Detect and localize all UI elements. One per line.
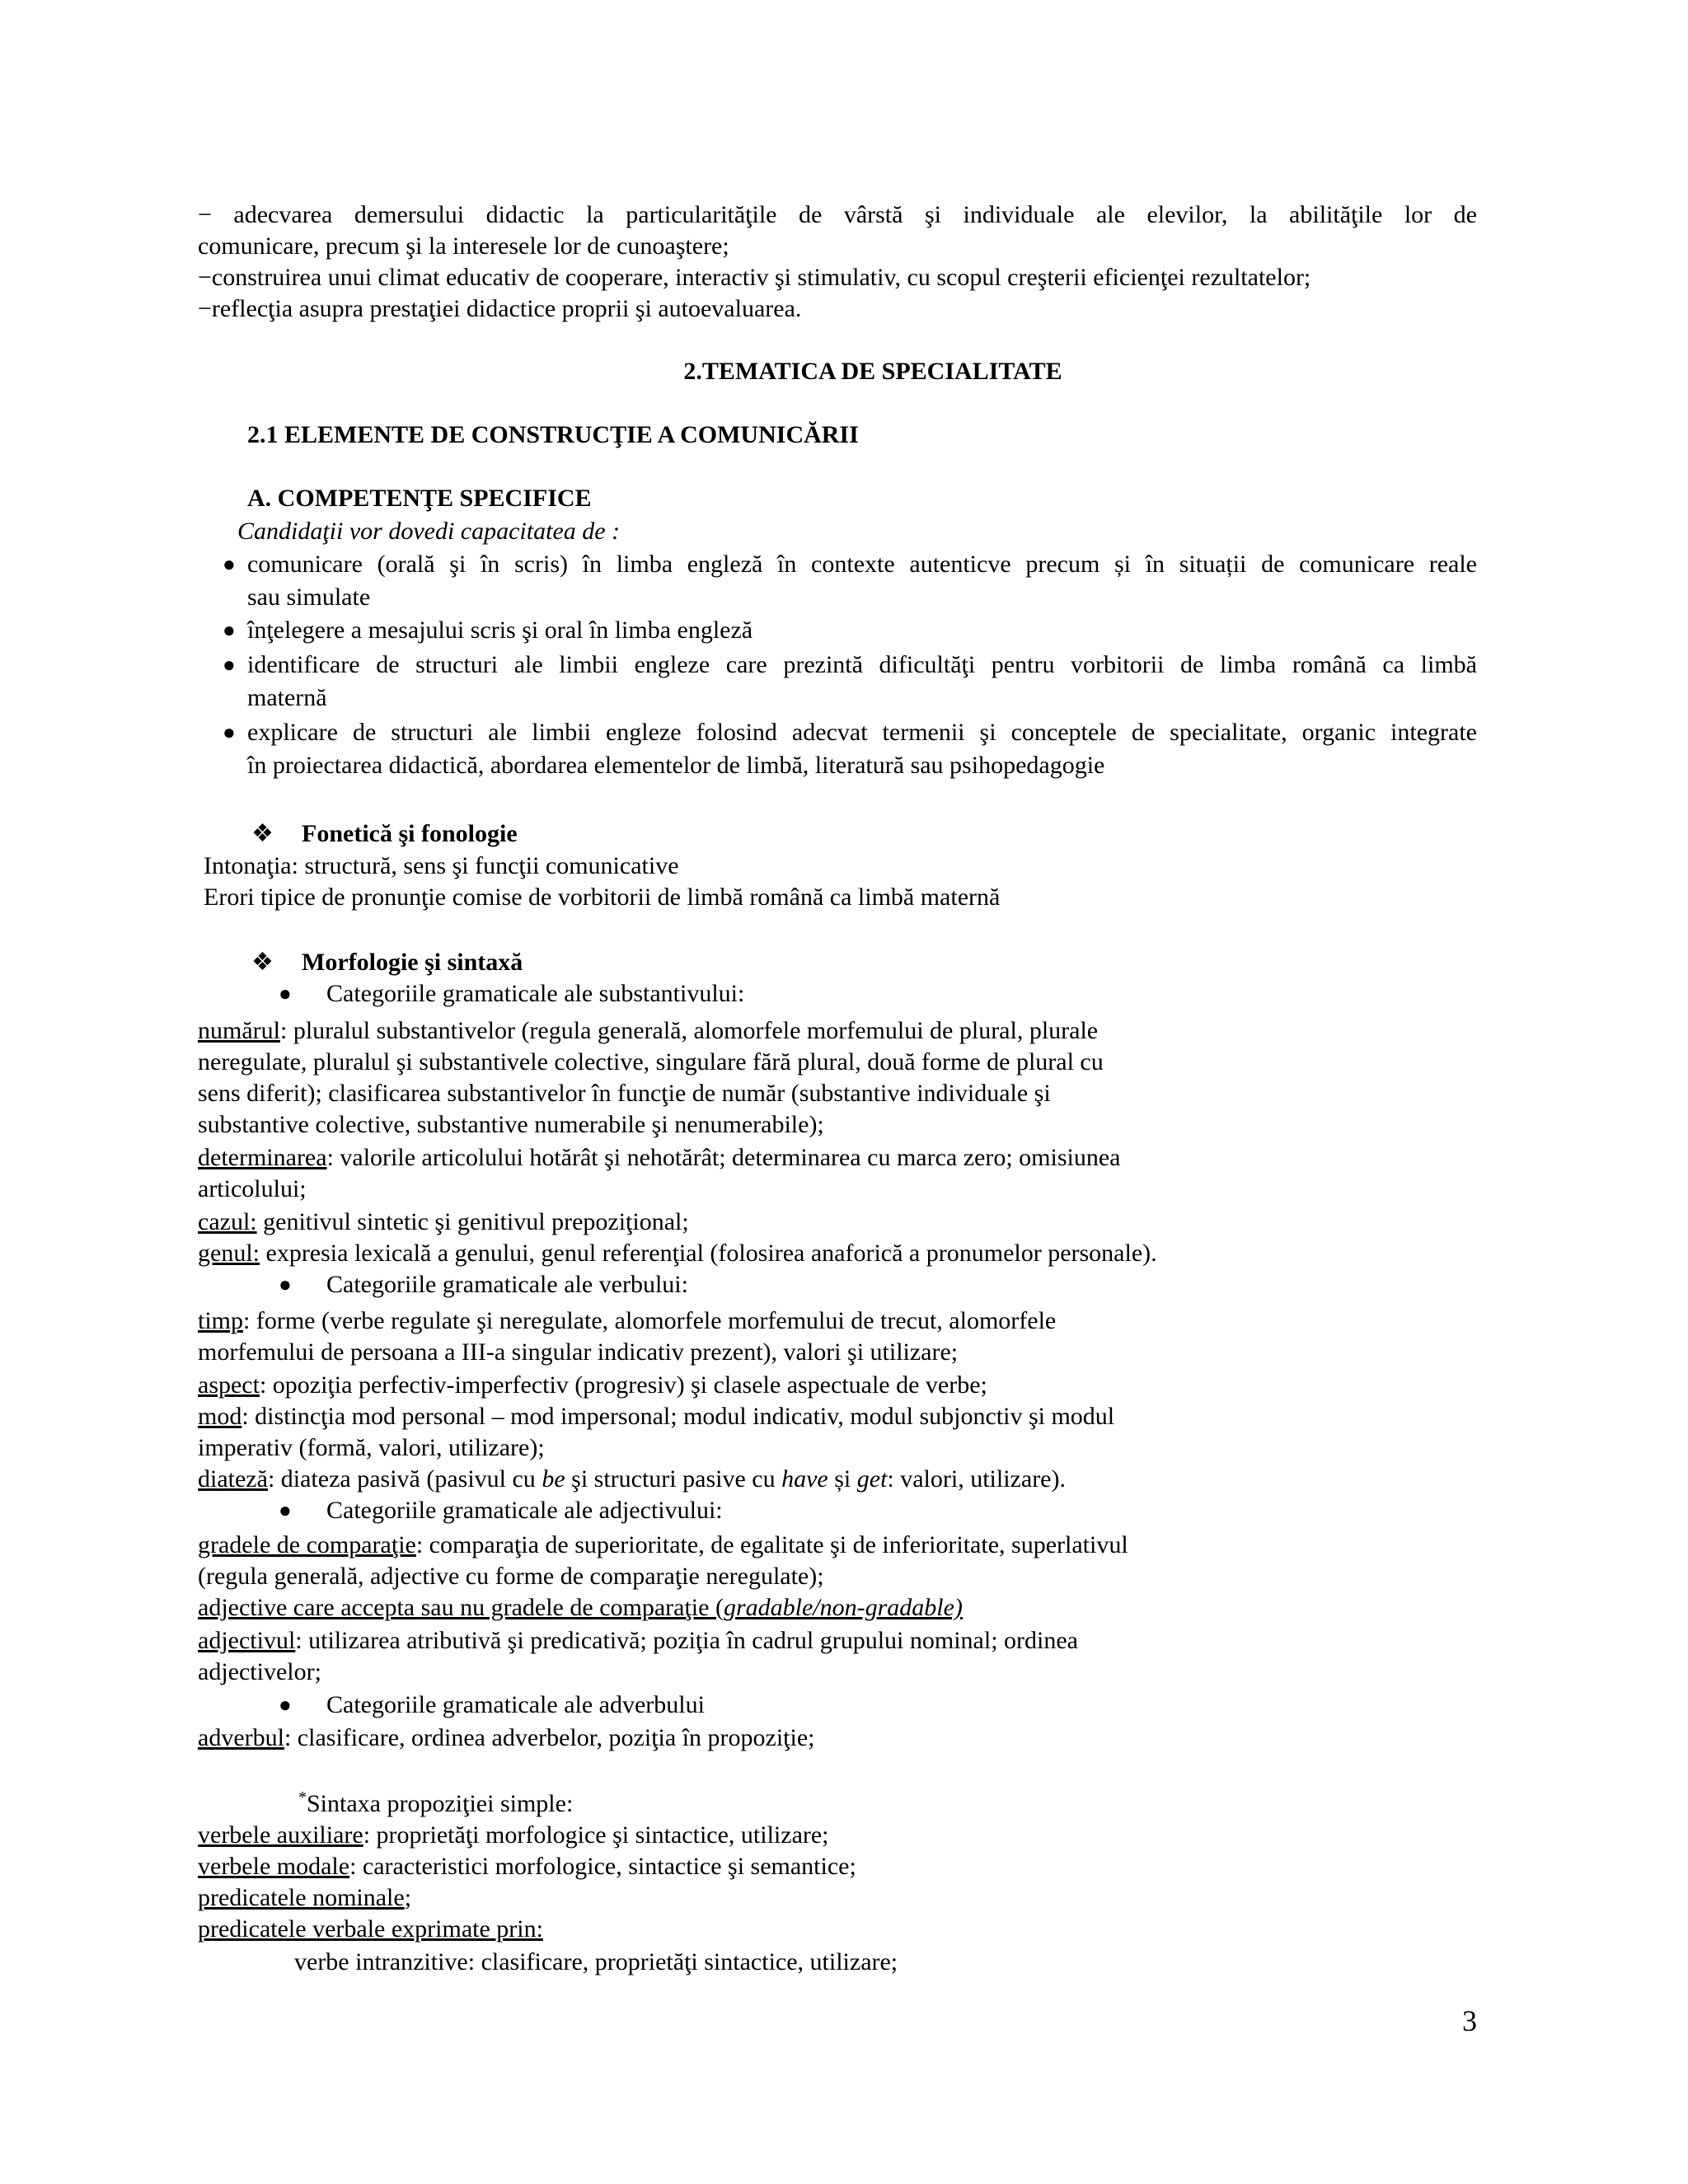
competenta-3-line-2: maternă bbox=[247, 684, 327, 711]
predicate-nominale-line bbox=[198, 1883, 411, 1913]
adjectiv-heading: Categoriile gramaticale ale adjectivului: bbox=[326, 1497, 723, 1524]
genul-text: expresia lexicală a genului, genul referenţial (folosirea anaforică a pronumelor personale). bbox=[260, 1240, 1157, 1267]
determinarea-line-2: articolului; bbox=[198, 1175, 307, 1202]
diateza-text-d: : valori, utilizare). bbox=[887, 1465, 1066, 1493]
auxiliare-text: : proprietăţi morfologice şi sintactice, utilizare; bbox=[363, 1821, 829, 1849]
competenta-1-line-1: comunicare (orală şi în scris) în limba engleză în contexte autenticve precum și în situații de comunicare reale bbox=[247, 551, 1477, 578]
diamond-bullet-icon: ❖ bbox=[251, 949, 274, 976]
numarul-line-4: substantive colective, substantive numerabile şi nenumerabile); bbox=[198, 1111, 824, 1138]
diateza-be: be bbox=[542, 1465, 565, 1493]
numarul-line-3: sens diferit); clasificarea substantivelor în funcţie de număr (substantive individuale şi bbox=[198, 1080, 1051, 1107]
genul-term: genul: bbox=[198, 1240, 260, 1267]
diateza-line bbox=[198, 1465, 1066, 1494]
page-number: 3 bbox=[1462, 2004, 1477, 2037]
cazul-text: genitivul sintetic şi genitivul prepoziţional; bbox=[256, 1208, 689, 1235]
predicate-nominale-term: predicatele nominale bbox=[198, 1884, 405, 1911]
mod-line-1 bbox=[198, 1402, 1114, 1432]
aspect-line bbox=[198, 1371, 987, 1400]
competente-intro: Candidaţii vor dovedi capacitatea de : bbox=[237, 518, 621, 545]
diateza-text-c: și bbox=[828, 1465, 857, 1493]
competenta-2-line-1: înţelegere a mesajului scris şi oral în limba engleză bbox=[247, 616, 753, 644]
bullet-icon: ● bbox=[223, 720, 236, 744]
numarul-line-2: neregulate, pluralul şi substantivele colective, singulare fără plural, două forme de plural cu bbox=[198, 1048, 1104, 1076]
adverbul-line bbox=[198, 1723, 815, 1753]
gradele-term: gradele de comparaţie bbox=[198, 1531, 416, 1558]
fonetica-heading: Fonetică şi fonologie bbox=[302, 820, 518, 847]
sintaxa-heading-line bbox=[298, 1789, 573, 1819]
diateza-text-b: şi structuri pasive cu bbox=[565, 1465, 782, 1493]
predicate-verbale-line: predicatele verbale exprimate prin: bbox=[198, 1915, 543, 1943]
bullet-icon: ● bbox=[279, 1272, 292, 1296]
asterisk-icon: * bbox=[298, 1788, 307, 1807]
intro-line-3: −construirea unui climat educativ de cooperare, interactiv şi stimulativ, cu scopul creşterii eficienţei rezultatelor; bbox=[198, 264, 1311, 291]
gradele-line-2: (regula generală, adjective cu forme de comparaţie neregulate); bbox=[198, 1563, 824, 1590]
bullet-icon: ● bbox=[279, 1693, 292, 1717]
numarul-text: : pluralul substantivelor (regula generală, alomorfele morfemului de plural, plurale bbox=[279, 1017, 1099, 1044]
adverbul-term: adverbul bbox=[198, 1724, 284, 1751]
adverb-heading: Categoriile gramaticale ale adverbului bbox=[326, 1691, 705, 1718]
determinarea-line-1 bbox=[198, 1143, 1120, 1173]
diamond-bullet-icon: ❖ bbox=[251, 820, 274, 847]
timp-term: timp bbox=[198, 1307, 244, 1334]
auxiliare-line bbox=[198, 1821, 829, 1850]
modale-term: verbele modale bbox=[198, 1853, 350, 1880]
modale-text: : caracteristici morfologice, sintactice şi semantice; bbox=[349, 1853, 856, 1880]
diateza-have: have bbox=[781, 1465, 828, 1493]
adverbul-text: : clasificare, ordinea adverbelor, poziţia în propoziţie; bbox=[284, 1724, 815, 1751]
diateza-text-a: : diateza pasivă (pasivul cu bbox=[267, 1465, 542, 1493]
morfologie-heading: Morfologie şi sintaxă bbox=[302, 949, 523, 976]
predicate-nominale-tail: ; bbox=[404, 1884, 412, 1911]
determinarea-text: : valorile articolului hotărât şi nehotărât; determinarea cu marca zero; omisiunea bbox=[326, 1144, 1121, 1171]
verb-heading: Categoriile gramaticale ale verbului: bbox=[326, 1271, 688, 1298]
bullet-icon: ● bbox=[223, 653, 236, 677]
competenta-4-line-1: explicare de structuri ale limbii engleze folosind adecvat termenii şi conceptele de specialitate, organic integrate bbox=[247, 719, 1477, 746]
numarul-term: numărul bbox=[198, 1017, 280, 1044]
gradele-text: : comparaţia de superioritate, de egalitate şi de inferioritate, superlativul bbox=[415, 1531, 1128, 1558]
competenta-3-line-1: identificare de structuri ale limbii engleze care prezintă dificultăţi pentru vorbitorii de limba română ca limbă bbox=[247, 651, 1477, 678]
gradable-text: gradable/non-gradable) bbox=[723, 1594, 963, 1621]
timp-line-1 bbox=[198, 1306, 1056, 1336]
aspect-text: : opoziţia perfectiv-imperfectiv (progresiv) şi clasele aspectuale de verbe; bbox=[259, 1371, 987, 1399]
adjective-accepta-text: adjective care accepta sau nu gradele de comparaţie ( bbox=[198, 1594, 724, 1621]
fonetica-line-2: Erori tipice de pronunţie comise de vorbitorii de limbă română ca limbă maternă bbox=[204, 883, 1001, 911]
mod-text: : distincţia mod personal – mod impersonal; modul indicativ, modul subjonctiv şi modul bbox=[241, 1403, 1115, 1430]
competenta-1-line-2: sau simulate bbox=[247, 583, 371, 611]
section-title: 2.TEMATICA DE SPECIALITATE bbox=[683, 358, 1062, 385]
timp-text: : forme (verbe regulate şi neregulate, alomorfele morfemului de trecut, alomorfele bbox=[243, 1307, 1057, 1334]
bullet-icon: ● bbox=[223, 552, 236, 576]
auxiliare-term: verbele auxiliare bbox=[198, 1821, 363, 1849]
diateza-get: get bbox=[856, 1465, 888, 1493]
sintaxa-heading: Sintaxa propoziţiei simple: bbox=[307, 1790, 574, 1817]
mod-term: mod bbox=[198, 1403, 242, 1430]
bullet-icon: ● bbox=[223, 618, 236, 642]
competente-heading: A. COMPETENŢE SPECIFICE bbox=[247, 485, 592, 512]
adjectivul-text: : utilizarea atributivă şi predicativă; poziţia în cadrul grupului nominal; ordinea bbox=[295, 1627, 1078, 1654]
verbe-intranzitive-line: verbe intranzitive: clasificare, proprietăţi sintactice, utilizare; bbox=[294, 1948, 898, 1975]
cazul-term: cazul: bbox=[198, 1208, 257, 1235]
intro-line-4: −reflecţia asupra prestaţiei didactice proprii şi autoevaluarea. bbox=[198, 295, 802, 322]
adjective-accepta-line bbox=[198, 1593, 963, 1623]
subsection-title: 2.1 ELEMENTE DE CONSTRUCŢIE A COMUNICĂRII bbox=[247, 421, 859, 448]
intro-line-1: − adecvarea demersului didactic la particularităţile de vârstă şi individuale ale elevilor, la abilităţile lor de bbox=[198, 201, 1477, 228]
gradele-line-1 bbox=[198, 1530, 1128, 1560]
determinarea-term: determinarea bbox=[198, 1144, 327, 1171]
fonetica-line-1: Intonaţia: structură, sens şi funcţii comunicative bbox=[204, 852, 679, 879]
bullet-icon: ● bbox=[279, 1498, 292, 1522]
aspect-term: aspect bbox=[198, 1371, 260, 1399]
intro-line-2: comunicare, precum şi la interesele lor de cunoaştere; bbox=[198, 232, 729, 260]
adjectivul-line-2: adjectivelor; bbox=[198, 1658, 321, 1685]
modale-line bbox=[198, 1852, 856, 1882]
substantiv-heading: Categoriile gramaticale ale substantivului: bbox=[326, 980, 745, 1007]
timp-line-2: morfemului de persoana a III-a singular indicativ prezent), valori şi utilizare; bbox=[198, 1338, 959, 1366]
mod-line-2: imperativ (formă, valori, utilizare); bbox=[198, 1434, 545, 1461]
adjectivul-line-1 bbox=[198, 1626, 1078, 1656]
numarul-line-1 bbox=[198, 1016, 1098, 1046]
competenta-4-line-2: în proiectarea didactică, abordarea elementelor de limbă, literatură sau psihopedagogie bbox=[247, 752, 1105, 779]
genul-line bbox=[198, 1239, 1157, 1268]
diateza-term: diateză bbox=[198, 1465, 268, 1493]
cazul-line bbox=[198, 1207, 689, 1237]
bullet-icon: ● bbox=[279, 982, 292, 1005]
adjectivul-term: adjectivul bbox=[198, 1627, 296, 1654]
